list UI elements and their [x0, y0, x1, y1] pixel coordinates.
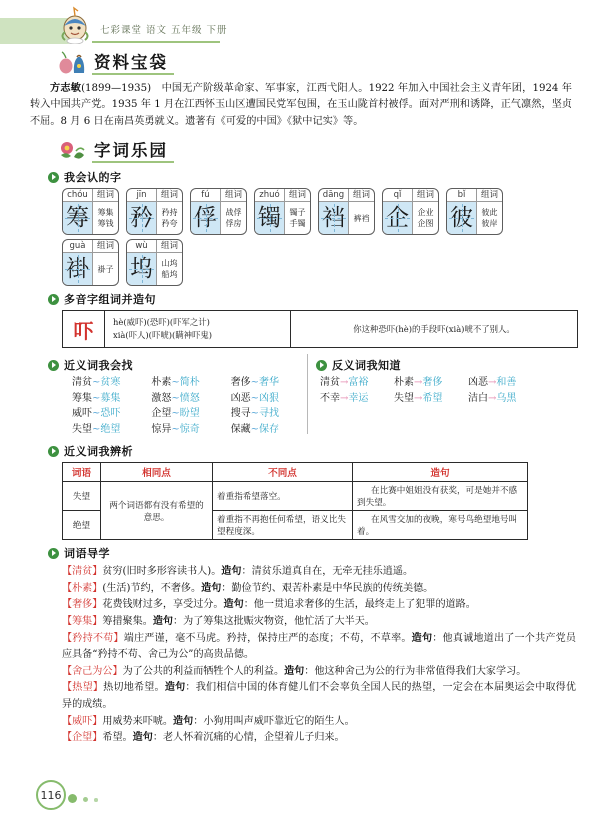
synonym-pairs — [72, 376, 310, 437]
pair-source: 失望 — [72, 423, 92, 435]
word-guide-sentence-label: 造句 — [221, 566, 242, 578]
subheading-label: 近义词我辨析 — [64, 445, 133, 459]
subheading-analysis — [48, 443, 600, 459]
pair-source: 搜寻 — [230, 408, 251, 420]
compound-words — [157, 202, 182, 234]
word-guide-sentence-label: 造句 — [284, 665, 305, 677]
word-guide-colon: ： — [193, 715, 204, 727]
word-guide-term: 【筹集】 — [62, 616, 103, 627]
compound-words — [157, 253, 182, 285]
synonym-antonym-columns — [0, 352, 578, 438]
word-guide-sentence: 清贫乐道真自在，无牵无挂乐逍遥。 — [251, 566, 414, 578]
pair-arrow-icon: → — [488, 392, 497, 404]
word-guide-sentence: 勤俭节约、艰苦朴素是中华民族的传统美德。 — [231, 582, 434, 594]
zuci-label: 组词 — [93, 189, 118, 202]
word-guide-colon: ： — [243, 599, 254, 611]
word-pair — [231, 392, 310, 407]
hanzi-glyph: 裆 — [319, 202, 349, 234]
pair-target: 奢侈 — [422, 377, 443, 389]
subheading-label: 反义词我知道 — [332, 359, 401, 373]
word-pair — [72, 376, 151, 391]
word-guide-term: 【朴素】 — [62, 582, 103, 594]
compound-word: 船坞 — [161, 270, 178, 280]
synonyms-column — [0, 352, 310, 438]
compound-word: 手镯 — [289, 219, 306, 229]
word-guide-term: 【舍己为公】 — [62, 665, 123, 677]
word-guide-term: 【企望】 — [62, 732, 103, 744]
pair-arrow-icon: ~ — [92, 423, 101, 435]
zuci-label: 组词 — [349, 189, 374, 202]
subheading-label: 词语导学 — [64, 547, 110, 561]
word-pair-row — [72, 407, 310, 422]
column-divider — [307, 354, 308, 434]
pair-arrow-icon: ~ — [250, 392, 260, 404]
play-bullet-icon — [316, 360, 327, 371]
antonyms-column — [310, 352, 578, 438]
pair-target: 惊奇 — [179, 423, 200, 435]
pair-target: 绝望 — [100, 423, 121, 435]
pair-source: 洁白 — [468, 392, 488, 404]
word-guide-definition: 热切地希望。 — [103, 682, 165, 694]
card-top — [191, 189, 246, 202]
word-guide-colon: ： — [185, 682, 196, 694]
card-bottom — [319, 202, 374, 234]
pair-arrow-icon: → — [414, 392, 423, 404]
card-bottom — [127, 253, 182, 285]
compound-words — [93, 202, 118, 234]
compound-word: 彼此 — [481, 208, 498, 218]
pinyin-label: dāng — [319, 189, 349, 202]
pair-target: 寻找 — [259, 408, 280, 420]
pair-target: 募集 — [100, 392, 121, 404]
word-guide-sentence: 小狗用叫声威吓靠近它的陌生人。 — [203, 715, 355, 727]
word-guide-sentence: 他这种舍己为公的行为非常值得我们大家学习。 — [314, 665, 527, 677]
pinyin-label: chóu — [63, 189, 93, 202]
pair-target: 乌黑 — [496, 392, 517, 404]
word-guide-entry — [62, 730, 576, 747]
word-pair — [72, 392, 151, 407]
card-top — [447, 189, 502, 202]
pair-target: 富裕 — [348, 377, 369, 389]
character-card-row — [62, 188, 600, 235]
pinyin-label: bǐ — [447, 189, 477, 202]
pair-source: 朴素 — [394, 377, 414, 389]
compound-words — [477, 202, 502, 234]
word-guide-sentence-label: 造句 — [164, 682, 186, 694]
pinyin-label: wù — [127, 240, 157, 253]
word-guide-definition: 用威势来吓唬。 — [102, 715, 174, 727]
section-underline — [92, 73, 174, 75]
column-header-different: 不同点 — [213, 463, 353, 482]
hanzi-glyph: 俘 — [191, 202, 221, 234]
antonym-pairs — [320, 376, 578, 406]
word-guide-sentence-label: 造句 — [173, 715, 194, 727]
character-card — [126, 239, 183, 286]
hanzi-glyph: 坞 — [127, 253, 157, 285]
card-top — [63, 240, 118, 253]
section-heading-ziliaobaodai — [58, 50, 600, 76]
footer-dot — [83, 797, 88, 802]
word-pair — [151, 392, 230, 407]
pair-target: 希望 — [422, 392, 443, 404]
pair-source: 威吓 — [72, 408, 92, 420]
word-guide-definition: 贫穷(旧时多形容读书人)。 — [102, 566, 222, 578]
word-guide-definition: 筹措聚集。 — [102, 616, 153, 627]
pair-source: 不幸 — [320, 392, 340, 404]
compound-word: 褂子 — [97, 264, 114, 274]
compound-word: 镯子 — [289, 208, 306, 218]
word-guide-definition: 端庄严谨，毫不马虎。矜持，保持庄严的态度；不苟，不草率。 — [123, 632, 412, 644]
pair-source: 筹集 — [72, 392, 92, 404]
word-guide-term: 【威吓】 — [62, 715, 103, 727]
play-bullet-icon — [48, 172, 59, 183]
pair-arrow-icon: ~ — [92, 392, 101, 404]
header-rule — [92, 41, 220, 43]
word-pair — [468, 376, 542, 391]
compound-words — [413, 202, 438, 234]
card-bottom — [255, 202, 310, 234]
hanzi-glyph: 镯 — [255, 202, 285, 234]
card-bottom — [127, 202, 182, 234]
pair-target: 和善 — [496, 377, 517, 389]
subheading-antonyms — [316, 357, 578, 373]
compound-word: 山坞 — [161, 259, 178, 269]
table-header-row — [63, 463, 528, 482]
column-header-word: 词语 — [63, 463, 101, 482]
pair-arrow-icon: → — [488, 377, 497, 389]
zuci-label: 组词 — [221, 189, 246, 202]
character-card — [62, 188, 119, 235]
card-bottom — [447, 202, 502, 234]
pair-target: 贫寒 — [100, 377, 121, 389]
word-guide-colon: ： — [152, 732, 163, 744]
word-guide-colon: ： — [304, 665, 315, 677]
pair-arrow-icon: ~ — [250, 423, 260, 435]
word-guide-sentence-label: 造句 — [132, 732, 153, 744]
pair-arrow-icon: ~ — [171, 423, 180, 435]
word-guide-sentence: 他一贯追求奢侈的生活，最终走上了犯罪的道路。 — [253, 599, 476, 611]
pair-arrow-icon: ~ — [250, 377, 260, 389]
compound-words — [349, 202, 374, 234]
compound-word: 矜夸 — [161, 219, 178, 229]
word-pair — [231, 407, 310, 422]
card-bottom — [63, 202, 118, 234]
pair-source: 清贫 — [320, 377, 340, 389]
pair-target: 凶狠 — [259, 392, 280, 404]
card-bottom — [63, 253, 118, 285]
polyphonic-readings — [105, 311, 291, 347]
character-card-grid — [62, 188, 600, 286]
subheading-label: 我会认的字 — [64, 171, 122, 185]
compound-words — [285, 202, 310, 234]
word-guide-entry — [62, 581, 576, 598]
pair-arrow-icon: ~ — [171, 392, 180, 404]
word-pair — [468, 392, 542, 407]
word-pair-row — [320, 376, 578, 391]
word-guide-colon: ： — [432, 632, 443, 644]
analysis-word: 绝望 — [63, 511, 101, 540]
pair-source: 企望 — [151, 408, 172, 420]
compound-words — [221, 202, 246, 234]
word-guide-sentence-label: 造句 — [152, 616, 174, 627]
word-guide-sentence: 为了筹集这批赈灾物资，他忙活了大半天。 — [183, 616, 375, 627]
word-guide-entry — [62, 564, 576, 581]
character-card-row — [62, 239, 600, 286]
character-card — [190, 188, 247, 235]
word-pair — [151, 423, 230, 438]
table-row — [63, 482, 528, 511]
word-pair-row — [72, 423, 310, 438]
compound-word: 筹集 — [97, 208, 114, 218]
word-guide-definition: 花费钱财过多，享受过分。 — [102, 599, 224, 611]
word-pair — [231, 376, 310, 391]
analysis-same-point: 两个词语都有没有希望的意思。 — [101, 482, 213, 540]
compound-word: 矜持 — [161, 208, 178, 218]
word-guide-colon: ： — [221, 582, 232, 594]
pair-arrow-icon: ~ — [92, 377, 101, 389]
word-guide-entry — [62, 614, 576, 631]
section-heading-zicileyuan — [58, 138, 600, 164]
compound-word: 战俘 — [225, 208, 242, 218]
column-header-sentence: 造句 — [353, 463, 528, 482]
pair-source: 惊异 — [151, 423, 172, 435]
word-guide-term: 【奢侈】 — [62, 599, 103, 611]
word-guide-definition: 为了公共的利益而牺牲个人的利益。 — [122, 665, 285, 677]
pair-target: 恐吓 — [100, 408, 121, 420]
zuci-label: 组词 — [477, 189, 502, 202]
word-pair-row — [72, 392, 310, 407]
pair-arrow-icon: ~ — [171, 408, 180, 420]
ziliao-paragraph — [30, 80, 572, 130]
word-guide-sentence: 他真诚地道出了一个共产党员应具备“矜持不苟、舍己为公”的高贵品德。 — [62, 632, 577, 661]
word-guide-sentence-label: 造句 — [223, 599, 244, 611]
word-pair — [231, 423, 310, 438]
card-top — [319, 189, 374, 202]
page-footer — [0, 780, 600, 820]
hanzi-glyph: 彼 — [447, 202, 477, 234]
zuci-label: 组词 — [413, 189, 438, 202]
word-guide-entry — [62, 597, 576, 614]
word-guide-term: 【矜持不苟】 — [62, 632, 124, 644]
treasure-bag-icon — [58, 51, 88, 75]
pair-target: 盼望 — [179, 408, 200, 420]
word-guide-entry — [62, 631, 576, 664]
compound-word: 企业 — [417, 208, 434, 218]
subheading-label: 多音字组词并造句 — [64, 293, 156, 307]
character-card — [62, 239, 119, 286]
footer-dot — [94, 798, 98, 802]
flower-garden-icon — [58, 139, 88, 163]
compound-words — [93, 253, 118, 285]
character-card — [382, 188, 439, 235]
pinyin-label: guà — [63, 240, 93, 253]
compound-word: 企图 — [417, 219, 434, 229]
pair-target: 幸运 — [348, 392, 369, 404]
card-bottom — [191, 202, 246, 234]
play-bullet-icon — [48, 360, 59, 371]
word-pair — [320, 392, 394, 407]
word-guide-colon: ： — [241, 566, 252, 578]
footer-dot — [68, 794, 77, 803]
subheading-polyphonic — [48, 291, 600, 307]
zuci-label: 组词 — [157, 189, 182, 202]
card-bottom — [383, 202, 438, 234]
subheading-recognize-characters — [48, 169, 600, 185]
pair-source: 清贫 — [72, 377, 92, 389]
word-guide-term: 【热望】 — [62, 682, 104, 694]
pinyin-label: qǐ — [383, 189, 413, 202]
header-title: 七彩课堂 语文 五年级 下册 — [100, 25, 228, 36]
character-card — [318, 188, 375, 235]
compound-word: 筹钱 — [97, 219, 114, 229]
word-guide-entry — [62, 714, 576, 731]
analysis-difference: 着重指不再抱任何希望，语义比失望程度深。 — [213, 511, 353, 540]
word-guide-colon: ： — [173, 616, 184, 627]
pair-arrow-icon: → — [340, 392, 349, 404]
word-guide-sentence-label: 造句 — [201, 582, 222, 594]
pair-source: 奢侈 — [230, 377, 251, 389]
analysis-sentence: 在风雪交加的夜晚，寒号鸟绝望地号叫着。 — [353, 511, 528, 540]
word-pair — [151, 376, 230, 391]
analysis-table — [62, 462, 528, 540]
card-top — [127, 240, 182, 253]
section-title: 资料宝袋 — [94, 53, 168, 72]
word-guide-list — [62, 564, 576, 747]
word-pair — [151, 407, 230, 422]
pair-source: 凶恶 — [230, 392, 251, 404]
play-bullet-icon — [48, 548, 59, 559]
polyphonic-example-sentence: 你这种恐吓(hè)的手段吓(xià)唬不了别人。 — [353, 324, 515, 335]
character-card — [254, 188, 311, 235]
ziliao-body: (1899—1935) 中国无产阶级革命家、军事家，江西弋阳人。1922 年加入中国社会主义青年团，1924 年转入中国共产党。1935 年 1 月在江西怀玉山区遭国民党军包围，在玉山陇首村被俘。面对严刑和诱降，正气凛然，坚贞不屈。8 月 6 日在南昌英勇就义。遗著有《可爱的中国》《狱中记实》等。 — [30, 83, 572, 127]
reading-line: xià(吓人)(吓唬)(瞒神吓鬼) — [113, 330, 212, 341]
zuci-label: 组词 — [157, 240, 182, 253]
word-guide-sentence: 我们相信中国的体育健儿们不会辜负全国人民的热望，一定会在本届奥运会中取得优异的成绩。 — [62, 682, 577, 710]
pinyin-label: jīn — [127, 189, 157, 202]
section-underline — [92, 161, 174, 163]
word-pair-row — [320, 392, 578, 407]
section-title: 字词乐园 — [94, 141, 168, 161]
card-top — [383, 189, 438, 202]
word-pair — [394, 392, 468, 407]
pair-arrow-icon: ~ — [171, 377, 180, 389]
pair-arrow-icon: → — [414, 377, 423, 389]
pair-arrow-icon: ~ — [92, 408, 101, 420]
page-number: 116 — [36, 780, 66, 810]
pair-target: 保存 — [259, 423, 280, 435]
column-header-same: 相同点 — [101, 463, 213, 482]
pair-source: 激怒 — [151, 392, 172, 404]
word-guide-sentence-label: 造句 — [411, 632, 433, 644]
pinyin-label: fú — [191, 189, 221, 202]
compound-word: 俘房 — [225, 219, 242, 229]
character-card — [126, 188, 183, 235]
page-header — [0, 0, 600, 44]
word-pair — [72, 423, 151, 438]
hanzi-glyph: 企 — [383, 202, 413, 234]
word-guide-definition: (生活)节约，不奢侈。 — [102, 582, 202, 594]
subheading-label: 近义词我会找 — [64, 359, 133, 373]
pair-target: 愤怒 — [179, 392, 200, 404]
analysis-difference: 着重指希望落空。 — [213, 482, 353, 511]
pair-arrow-icon: → — [340, 377, 349, 389]
play-bullet-icon — [48, 446, 59, 457]
word-pair — [72, 407, 151, 422]
reading-line: hè(威吓)(恐吓)(吓军之计) — [113, 317, 210, 328]
word-pair — [320, 376, 394, 391]
word-guide-sentence: 老人怀着沉痛的心情，企望着儿子归来。 — [162, 732, 345, 744]
pair-source: 失望 — [394, 392, 414, 404]
card-top — [255, 189, 310, 202]
compound-word: 彼岸 — [481, 219, 498, 229]
word-pair — [394, 376, 468, 391]
hanzi-glyph: 矜 — [127, 202, 157, 234]
card-top — [127, 189, 182, 202]
pair-arrow-icon: ~ — [250, 408, 260, 420]
word-guide-term: 【清贫】 — [62, 566, 103, 578]
character-card — [446, 188, 503, 235]
pair-source: 保藏 — [230, 423, 251, 435]
polyphonic-table — [62, 310, 578, 348]
word-pair-row — [72, 376, 310, 391]
mascot-character-icon — [58, 6, 92, 44]
card-top — [63, 189, 118, 202]
word-guide-entry — [62, 680, 576, 713]
word-guide-entry — [62, 664, 576, 681]
subheading-word-guide — [48, 545, 600, 561]
pair-source: 凶恶 — [468, 377, 488, 389]
hanzi-glyph: 褂 — [63, 253, 93, 285]
analysis-word: 失望 — [63, 482, 101, 511]
play-bullet-icon — [48, 294, 59, 305]
pinyin-label: zhuó — [255, 189, 285, 202]
zuci-label: 组词 — [93, 240, 118, 253]
pair-target: 奢华 — [259, 377, 280, 389]
hanzi-glyph: 筹 — [63, 202, 93, 234]
analysis-sentence: 在比赛中姐姐没有获奖，可是她并不感到失望。 — [353, 482, 528, 511]
ziliao-lead: 方志敏 — [50, 82, 82, 94]
zuci-label: 组词 — [285, 189, 310, 202]
pair-source: 朴素 — [151, 377, 172, 389]
compound-word: 裤裆 — [353, 213, 370, 223]
word-guide-definition: 希望。 — [102, 732, 133, 744]
pair-target: 简朴 — [179, 377, 200, 389]
subheading-synonyms — [48, 357, 310, 373]
polyphonic-character: 吓 — [63, 311, 105, 347]
